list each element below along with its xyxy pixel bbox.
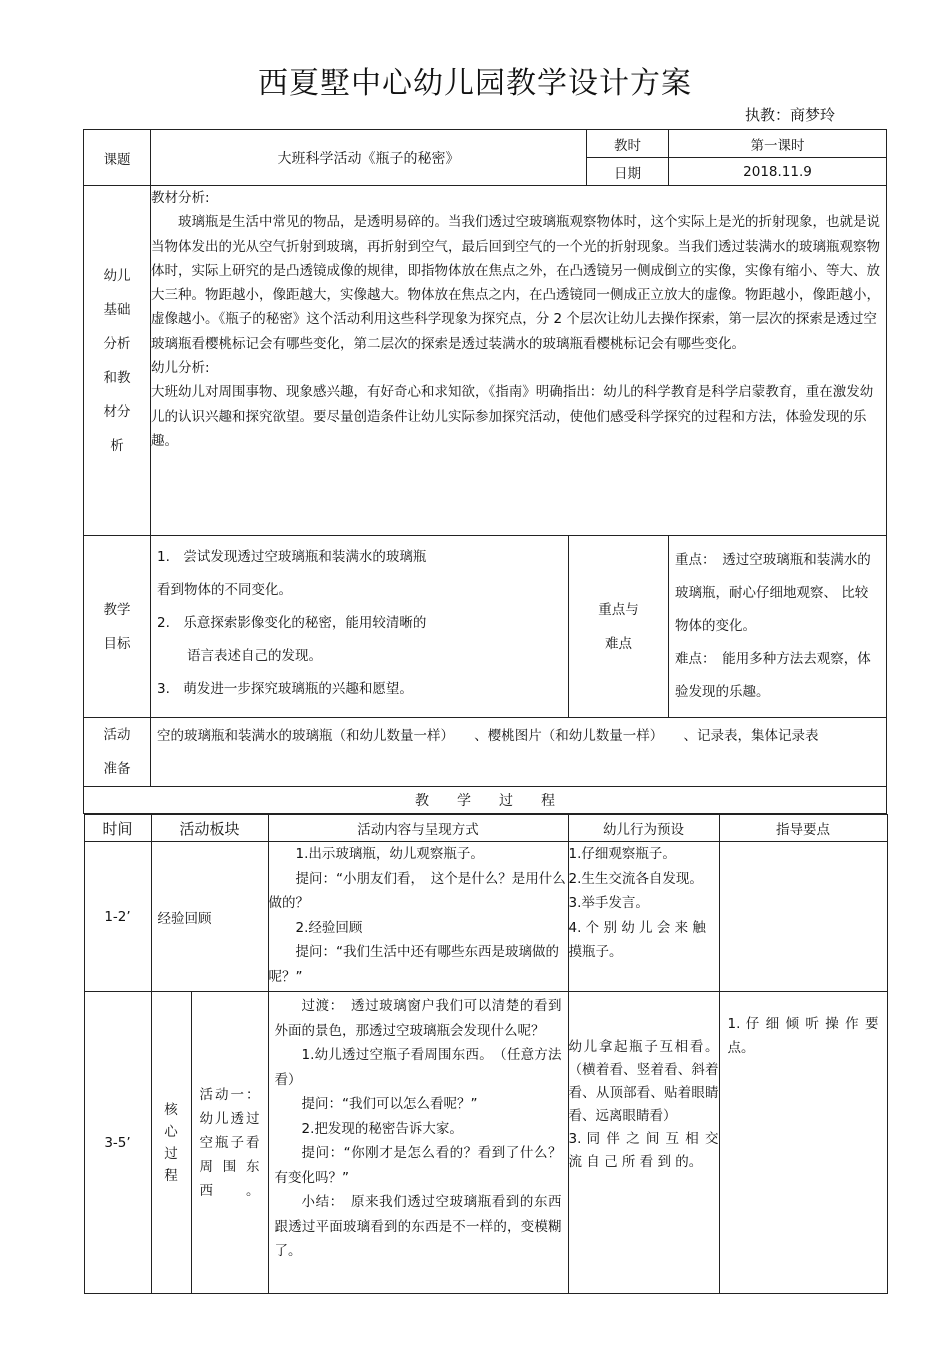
- child-analysis-title: 幼儿分析:: [151, 360, 210, 377]
- col-guide: 指导要点: [719, 815, 887, 842]
- row-sub-block: 活动一：幼儿透过空瓶子看周围东西。: [191, 992, 268, 1294]
- lesson-plan-table: [83, 129, 887, 1294]
- key-difficulty-label: 重点与 难点: [569, 536, 669, 718]
- row-guide: [719, 842, 887, 992]
- key-point: 重点： 透过空玻璃瓶和装满水的玻璃瓶，耐心仔细地观察、 比较物体的变化。: [675, 552, 871, 634]
- difficulty: 难点： 能用多种方法去观察，体验发现的乐趣。: [675, 651, 871, 700]
- page-title: 西夏墅中心幼儿园教学设计方案: [258, 66, 692, 101]
- topic-value: 大班科学活动《瓶子的秘密》: [151, 130, 587, 186]
- material-analysis-title: 教材分析:: [151, 190, 210, 206]
- analysis-content: [151, 186, 887, 536]
- row-time: 3-5’: [84, 992, 151, 1294]
- table-row: [84, 992, 887, 1294]
- row-behavior: 1.仔细观察瓶子。 2.生生交流各自发现。 3.举手发言。 4. 个 别 幼 儿 会 来 触摸瓶子。: [568, 842, 719, 992]
- teacher-name: 执教：商梦玲: [745, 106, 836, 124]
- prep-label: 活动 准备: [84, 718, 151, 787]
- col-block: 活动板块: [151, 815, 268, 842]
- date-value: 2018.11.9: [669, 158, 887, 186]
- topic-label: 课题: [84, 130, 151, 186]
- prep-content: 空的玻璃瓶和装满水的玻璃瓶（和幼儿数量一样） 、樱桃图片（和幼儿数量一样） 、记录表，集体记录表: [151, 718, 887, 787]
- row-behavior: 幼儿拿起瓶子互相看。（横着看、竖着看、斜着看、从顶部看、贴着眼睛看、远离眼睛看） 3. 同 伴 之 间 互 相 交 流 自 己 所 看 到 的。: [568, 992, 719, 1294]
- goals-label: 教学 目标: [84, 536, 151, 718]
- col-time: 时间: [84, 815, 151, 842]
- goals-list: [151, 536, 569, 718]
- row-guide: 1. 仔 细 倾 听 操 作 要 点。: [719, 992, 887, 1294]
- table-row: [84, 842, 887, 992]
- col-content: 活动内容与呈现方式: [268, 815, 568, 842]
- material-analysis-text: 玻璃瓶是生活中常见的物品，是透明易碎的。当我们透过空玻璃瓶观察物体时，这个实际上是光的折射现象，也就是说当物体发出的光从空气折射到玻璃，再折射到空气，最后回到空气的一个光的折射现象。当我们透过装满水的玻璃瓶观察物体时，实际上研究的是凸透镜成像的规律，即指物体放在焦点之外，在凸透镜另一侧成倒立的实像，实像有缩小、等大、放大三种。物距越小，像距越大，实像越大。物体放在焦点之内，在凸透镜同一侧成正立放大的虚像。物距越小，像距越小，虚像越小。《瓶子的秘密》这个活动利用这些科学现象为探究点，分 2 个层次让幼儿去操作探索，第一层次的探索是透过空玻璃瓶看樱桃标记会有哪些变化，第二层次的探索是透过装满水的玻璃瓶看樱桃标记会有哪些变化。: [151, 214, 880, 352]
- analysis-label: 幼儿 基础 分析 和教 材分 析: [84, 186, 151, 536]
- child-analysis-text: 大班幼儿对周围事物、现象感兴趣，有好奇心和求知欲，《指南》明确指出：幼儿的科学教育是科学启蒙教育，重在激发幼儿的认识兴趣和探究欲望。要尽量创造条件让幼儿实际参加探究活动，使他们感受科学探究的过程和方法，体验发现的乐趣。: [151, 384, 874, 449]
- goal-item: 3. 萌发进一步探究玻璃瓶的兴趣和愿望。: [157, 681, 413, 697]
- row-time: 1-2’: [84, 842, 151, 992]
- row-block: 核心过程: [151, 992, 191, 1294]
- goal-item-cont: 语言表述自己的发现。: [187, 648, 322, 664]
- period-value: 第一课时: [669, 130, 887, 158]
- period-label: 教时: [587, 130, 669, 158]
- row-content: 过渡： 透过玻璃窗户我们可以清楚的看到外面的景色，那透过空玻璃瓶会发现什么呢？ 1.幼儿透过空瓶子看周围东西。 （任意方法看） 提问：“我们可以怎么看呢？” 2.把发现的秘密告诉大家。 提问：“你刚才是怎么看的？看到了什么？有变化吗？” 小结： 原来我们透过空玻璃瓶看到的东西跟透过平面玻璃看到的东西是不一样的，变模糊了。: [268, 992, 568, 1294]
- process-title: 教 学 过 程: [84, 787, 887, 814]
- goal-item: 2. 乐意探索影像变化的秘密，能用较清晰的: [157, 615, 427, 631]
- goal-item: 1. 尝试发现透过空玻璃瓶和装满水的玻璃瓶: [157, 549, 427, 565]
- row-content: 1.出示玻璃瓶，幼儿观察瓶子。 提问：“小朋友们看， 这个是什么？是用什么做的？ 2.经验回顾 提问：“我们生活中还有哪些东西是玻璃做的呢？”: [268, 842, 568, 992]
- key-difficulty-content: [669, 536, 887, 718]
- process-table: [84, 814, 888, 1294]
- goal-item-cont: 看到物体的不同变化。: [157, 582, 292, 598]
- row-block: 经验回顾: [151, 842, 268, 992]
- date-label: 日期: [587, 158, 669, 186]
- col-behavior: 幼儿行为预设: [568, 815, 719, 842]
